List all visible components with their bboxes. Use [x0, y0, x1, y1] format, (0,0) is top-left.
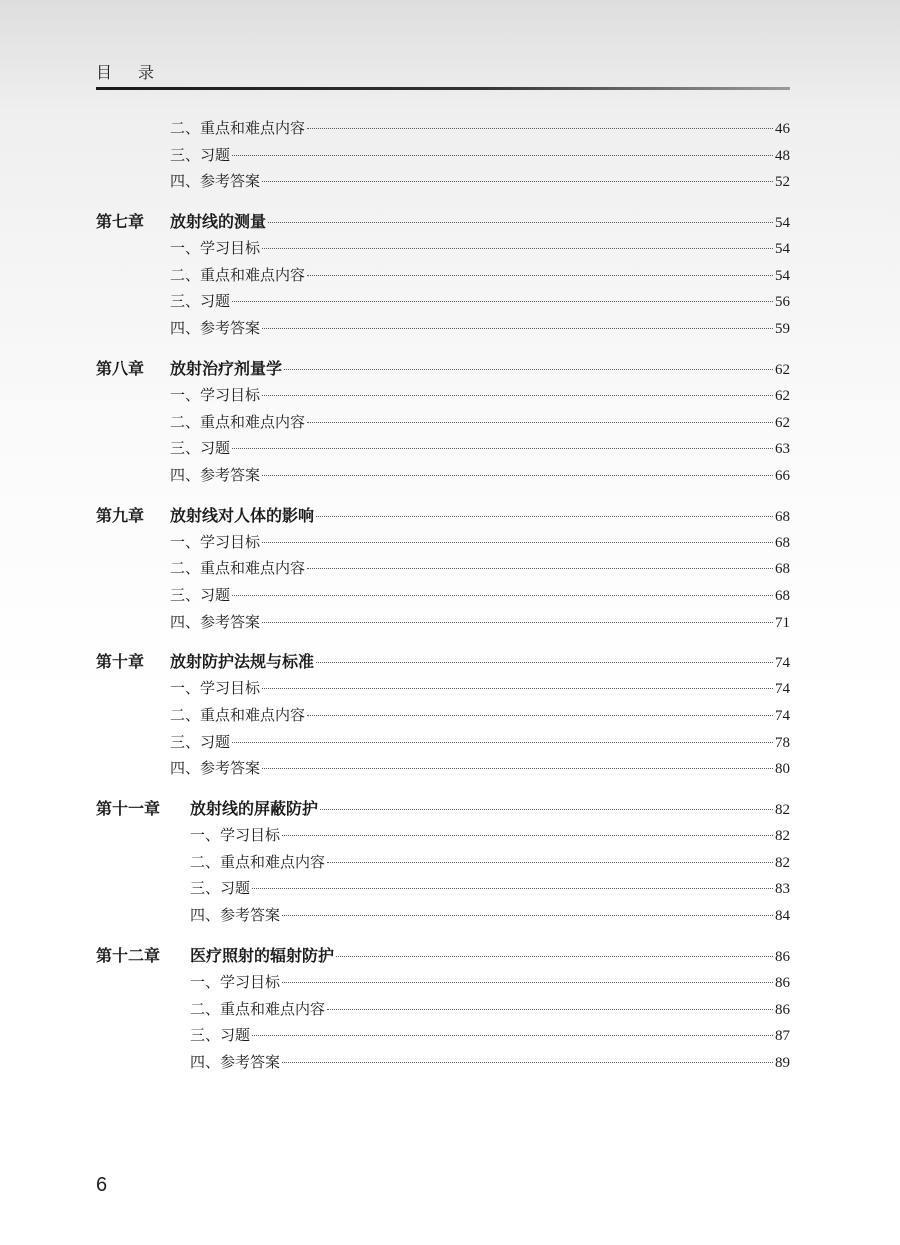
dot-leader [262, 475, 773, 476]
chapter-number: 第十章 [96, 652, 145, 672]
dot-leader [262, 181, 773, 182]
toc-section-entry[interactable] [96, 730, 790, 757]
dot-leader [327, 862, 773, 863]
dot-leader [307, 275, 773, 276]
toc-page-number: 89 [775, 1054, 790, 1071]
dot-leader [232, 742, 773, 743]
section-title: 二、重点和难点内容 [170, 414, 306, 431]
toc-section-entry[interactable] [96, 583, 790, 610]
dot-leader [320, 809, 773, 810]
section-title: 二、重点和难点内容 [170, 121, 306, 137]
toc-section-entry[interactable] [96, 703, 790, 730]
toc-page-number: 74 [775, 708, 790, 724]
chapter-title: 放射防护法规与标准 [170, 652, 315, 672]
dot-leader [282, 1062, 773, 1063]
dot-leader [252, 1035, 773, 1036]
chapter-title: 放射线的屏蔽防护 [190, 799, 319, 819]
dot-leader [268, 222, 773, 223]
section-title: 四、参考答案 [170, 174, 261, 191]
section-title: 三、习题 [170, 441, 231, 458]
toc-section-entry[interactable] [96, 970, 790, 997]
section-title: 一、学习目标 [190, 828, 281, 845]
section-title: 三、习题 [190, 1028, 251, 1045]
section-title: 一、学习目标 [170, 681, 261, 698]
section-title: 一、学习目标 [170, 534, 261, 551]
chapter-title: 放射线的测量 [170, 212, 267, 232]
toc-section-entry[interactable] [96, 436, 790, 463]
header-rule [96, 87, 790, 90]
chapter-title: 放射治疗剂量学 [170, 358, 283, 378]
toc-page-number: 71 [775, 614, 790, 631]
section-title: 四、参考答案 [190, 1054, 281, 1071]
section-title: 四、参考答案 [170, 321, 261, 338]
toc-page-number: 62 [775, 387, 790, 404]
dot-leader [282, 835, 773, 836]
toc-page-number: 62 [775, 414, 790, 431]
section-title: 三、习题 [170, 587, 231, 604]
toc-section-entry[interactable] [96, 850, 790, 877]
toc-section-entry[interactable] [96, 383, 790, 410]
toc-page-number: 68 [775, 561, 790, 578]
toc-page-number: 82 [775, 802, 790, 819]
chapter-title: 放射线对人体的影响 [170, 505, 315, 525]
section-title: 三、习题 [170, 734, 231, 751]
toc-page-number: 54 [775, 267, 790, 284]
dot-leader [307, 422, 773, 423]
page-number: 6 [96, 1174, 108, 1196]
section-title: 二、重点和难点内容 [190, 1001, 326, 1018]
section-title: 三、习题 [170, 294, 231, 311]
toc-section-entry[interactable] [96, 316, 790, 343]
chapter-title: 医疗照射的辐射防护 [190, 945, 335, 965]
toc-chapter-entry[interactable] [96, 795, 790, 823]
toc-page-number: 86 [775, 974, 790, 991]
toc-section-entry[interactable] [96, 997, 790, 1024]
dot-leader [262, 328, 773, 329]
toc-page-number: 68 [775, 534, 790, 551]
toc-page-number: 80 [775, 761, 790, 778]
running-header [96, 60, 790, 92]
toc-section-entry[interactable] [96, 903, 790, 930]
table-of-contents [96, 116, 790, 1077]
dot-leader [232, 595, 773, 596]
toc-section-entry[interactable] [96, 676, 790, 703]
toc-page-number: 54 [775, 241, 790, 258]
section-title: 一、学习目标 [190, 974, 281, 991]
toc-page-number: 82 [775, 854, 790, 871]
section-title: 四、参考答案 [170, 614, 261, 631]
dot-leader [232, 301, 773, 302]
dot-leader [262, 395, 773, 396]
dot-leader [232, 448, 773, 449]
toc-section-entry[interactable] [96, 823, 790, 850]
dot-leader [307, 568, 773, 569]
dot-leader [262, 688, 773, 689]
toc-section-entry[interactable] [96, 263, 790, 290]
toc-page-number: 62 [775, 361, 790, 378]
toc-chapter-entry[interactable] [96, 942, 790, 970]
toc-section-entry[interactable] [96, 463, 790, 490]
section-title: 二、重点和难点内容 [170, 267, 306, 284]
toc-page-number: 54 [775, 215, 790, 232]
chapter-number: 第七章 [96, 212, 145, 232]
dot-leader [262, 248, 773, 249]
toc-page-number: 74 [775, 681, 790, 698]
dot-leader [282, 915, 773, 916]
dot-leader [307, 128, 773, 129]
section-title: 二、重点和难点内容 [170, 561, 306, 578]
toc-page-number: 66 [775, 467, 790, 484]
toc-section-entry[interactable] [96, 143, 790, 170]
toc-page-number: 46 [775, 121, 790, 137]
toc-section-entry[interactable] [96, 1050, 790, 1077]
section-title: 三、习题 [170, 147, 231, 164]
toc-section-entry[interactable] [96, 410, 790, 437]
toc-page-number: 74 [775, 655, 790, 672]
toc-page-number: 83 [775, 881, 790, 898]
toc-page-number: 86 [775, 948, 790, 965]
dot-leader [316, 662, 773, 663]
toc-chapter-entry[interactable] [96, 502, 790, 530]
section-title: 二、重点和难点内容 [170, 708, 306, 724]
section-title: 三、习题 [190, 881, 251, 898]
dot-leader [262, 768, 773, 769]
toc-page-number: 68 [775, 587, 790, 604]
toc-section-entry[interactable] [96, 756, 790, 783]
toc-page-number: 63 [775, 441, 790, 458]
dot-leader [307, 715, 773, 716]
toc-page-number: 87 [775, 1028, 790, 1045]
chapter-number: 第九章 [96, 505, 145, 525]
toc-chapter-entry[interactable] [96, 648, 790, 676]
dot-leader [327, 1009, 773, 1010]
toc-chapter-entry[interactable] [96, 355, 790, 383]
toc-section-entry[interactable] [96, 169, 790, 196]
dot-leader [262, 542, 773, 543]
toc-section-entry[interactable] [96, 556, 790, 583]
section-title: 四、参考答案 [170, 467, 261, 484]
running-header-title: 目录 [96, 63, 181, 82]
toc-section-entry[interactable] [96, 289, 790, 316]
toc-section-entry[interactable] [96, 116, 790, 143]
dot-leader [252, 888, 773, 889]
dot-leader [284, 369, 773, 370]
chapter-number: 第八章 [96, 358, 145, 378]
toc-section-entry[interactable] [96, 530, 790, 557]
dot-leader [262, 622, 773, 623]
toc-section-entry[interactable] [96, 1023, 790, 1050]
dot-leader [282, 982, 773, 983]
toc-page-number: 56 [775, 294, 790, 311]
dot-leader [316, 516, 773, 517]
chapter-number: 第十二章 [96, 945, 161, 965]
dot-leader [336, 956, 773, 957]
toc-page-number: 48 [775, 147, 790, 164]
toc-section-entry[interactable] [96, 876, 790, 903]
toc-page-number: 59 [775, 321, 790, 338]
section-title: 四、参考答案 [170, 761, 261, 778]
toc-page-number: 68 [775, 508, 790, 525]
toc-page-number: 82 [775, 828, 790, 845]
toc-page-number: 52 [775, 174, 790, 191]
toc-page-number: 78 [775, 734, 790, 751]
toc-page-number: 86 [775, 1001, 790, 1018]
section-title: 二、重点和难点内容 [190, 854, 326, 871]
section-title: 四、参考答案 [190, 908, 281, 925]
chapter-number: 第十一章 [96, 799, 161, 819]
toc-section-entry[interactable] [96, 610, 790, 637]
section-title: 一、学习目标 [170, 387, 261, 404]
section-title: 一、学习目标 [170, 241, 261, 258]
toc-page-number: 84 [775, 908, 790, 925]
toc-section-entry[interactable] [96, 236, 790, 263]
dot-leader [232, 155, 773, 156]
toc-chapter-entry[interactable] [96, 208, 790, 236]
